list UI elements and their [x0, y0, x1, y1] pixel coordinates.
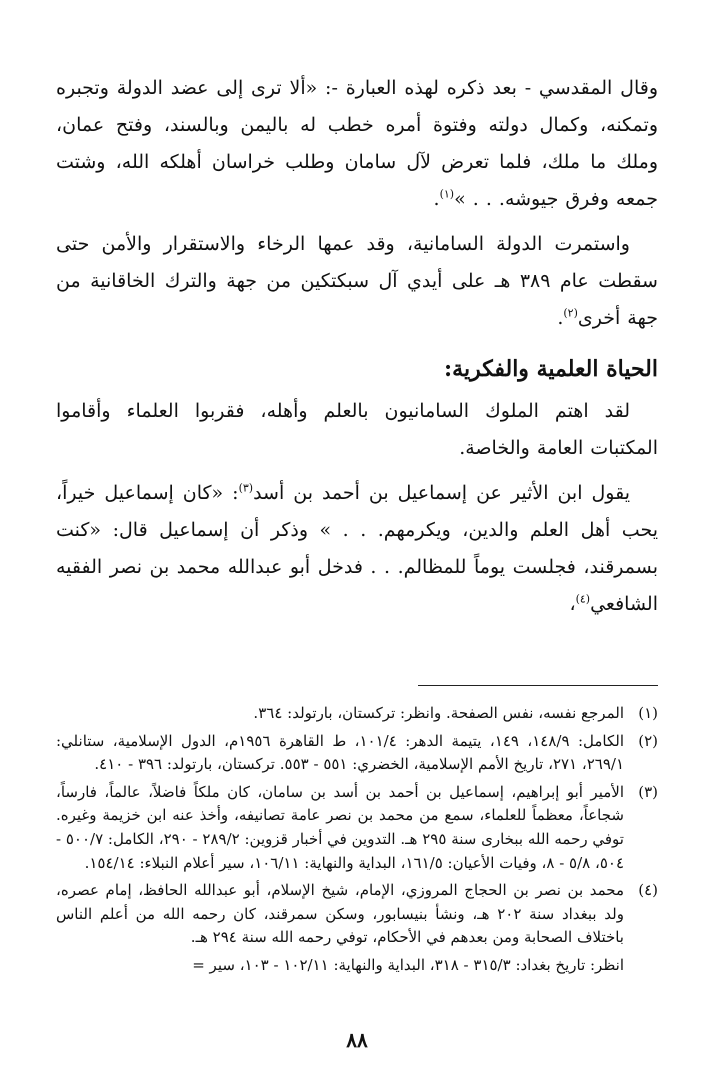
page-number: ٨٨ — [346, 1028, 368, 1052]
footnote-number: (٢) — [638, 731, 658, 750]
body-paragraph — [56, 475, 658, 623]
footnote-reference: (٢) — [563, 306, 578, 320]
footnote-number: (٤) — [638, 881, 658, 900]
footnote-divider — [418, 685, 658, 686]
paragraph-tail: ، — [569, 593, 576, 615]
footnote — [56, 730, 658, 777]
footnote-number: (٣) — [638, 782, 658, 801]
footnote-reference: (٤) — [575, 592, 591, 606]
body-paragraph — [56, 393, 658, 467]
footnote-text: محمد بن نصر بن الحجاج المروزي، الإمام، شيخ الإسلام، أبو عبدالله الحافظ، إمام عصره، ولد ببغداد سنة ٢٠٢ هـ، ونشأ بنيسابور، وسكن سمرقند، كان رحمه الله من أعلم الناس باختلاف الصحابة ومن بعدهم في الأحكام، توفي رحمه الله سنة ٢٩٤ هـ. — [56, 881, 624, 947]
footnote-number: (١) — [638, 704, 658, 722]
paragraph-tail: . — [433, 188, 440, 210]
book-page — [56, 70, 658, 1038]
paragraph-tail: . — [557, 307, 564, 329]
footnote — [56, 879, 658, 950]
paragraph-text: وقال المقدسي - بعد ذكره لهذه العبارة -: «ألا ترى إلى عضد الدولة وتجبره وتمكنه، وكمال دولته وفتوة أمره خطب له باليمن وبالسند، وفتح عمان، وملك ما ملك، فلما تعرض لآل سامان وطلب خراسان أهلكه الله، وشتت جمعه وفرق جيوشه. . . » — [56, 77, 658, 210]
footnote-text: الأمير أبو إبراهيم، إسماعيل بن أحمد بن أسد بن سامان، كان ملكاً فاضلاً، عالماً، فارساً، شجاعاً، معظماً للعلماء، سمع من محمد بن نصر عامة تصانيفه، وأخذ عنه ابن خزيمة وغيره. توفي رحمه الله ببخارى سنة ٢٩٥ هـ. التدوين في أخبار قزوين: ٢٨٩/٢ - ٢٩٠، الكامل: ٥٠٠/٧ - ٥٠٤، ٥/٨ - ٨، وفيات الأعيان: ١٦١/٥، البداية والنهاية: ١٠٦/١١، سير أعلام النبلاء: ١٥٤/١٤. — [56, 782, 624, 872]
paragraph-text: لقد اهتم الملوك السامانيون بالعلم وأهله، فقربوا العلماء وأقاموا المكتبات العامة والخاصة. — [56, 400, 658, 459]
footnote-text: انظر: تاريخ بغداد: ٣١٥/٣ - ٣١٨، البداية والنهاية: ١٠٢/١١ - ١٠٣، سير = — [192, 955, 624, 974]
footnote-continuation — [56, 954, 658, 978]
body-paragraph — [56, 70, 658, 218]
paragraph-text: يقول ابن الأثير عن إسماعيل بن أحمد بن أسد — [253, 482, 630, 504]
footnote-text: المرجع نفسه، نفس الصفحة. وانظر: تركستان، بارتولد: ٣٦٤. — [253, 704, 624, 722]
body-paragraph — [56, 226, 658, 337]
paragraph-text: : «كان إسماعيل خيراً، يحب أهل العلم والدين، ويكرمهم. . . » وذكر أن إسماعيل قال: «كنت بسمرقند، فجلست يوماً للمظالم. . . فدخل أبو عبدالله محمد بن نصر الفقيه الشافعي — [56, 482, 658, 615]
paragraph-text: واستمرت الدولة السامانية، وقد عمها الرخاء والاستقرار والأمن حتى سقطت عام ٣٨٩ هـ على أيدي آل سبكتكين من جهة والترك الخاقانية من جهة أخرى — [56, 233, 658, 329]
footnote — [56, 702, 658, 726]
section-heading: الحياة العلمية والفكرية: — [444, 356, 658, 382]
footnote-reference: (١) — [439, 187, 455, 201]
footnote-reference: (٣) — [238, 481, 254, 495]
footnote-number — [624, 954, 658, 978]
footnotes-section — [56, 702, 658, 978]
footnote — [56, 781, 658, 875]
footnote-text: الكامل: ١٤٨/٩، ١٤٩، يتيمة الدهر: ١٠١/٤، ط القاهرة ١٩٥٦م، الدول الإسلامية، ستانلي: ٢٦٩/١، ٢٧١، تاريخ الأمم الإسلامية، الخضري: ٥٥١ - ٥٥٣. تركستان، بارتولد: ٣٩٦ - ٤١٠. — [56, 731, 625, 774]
